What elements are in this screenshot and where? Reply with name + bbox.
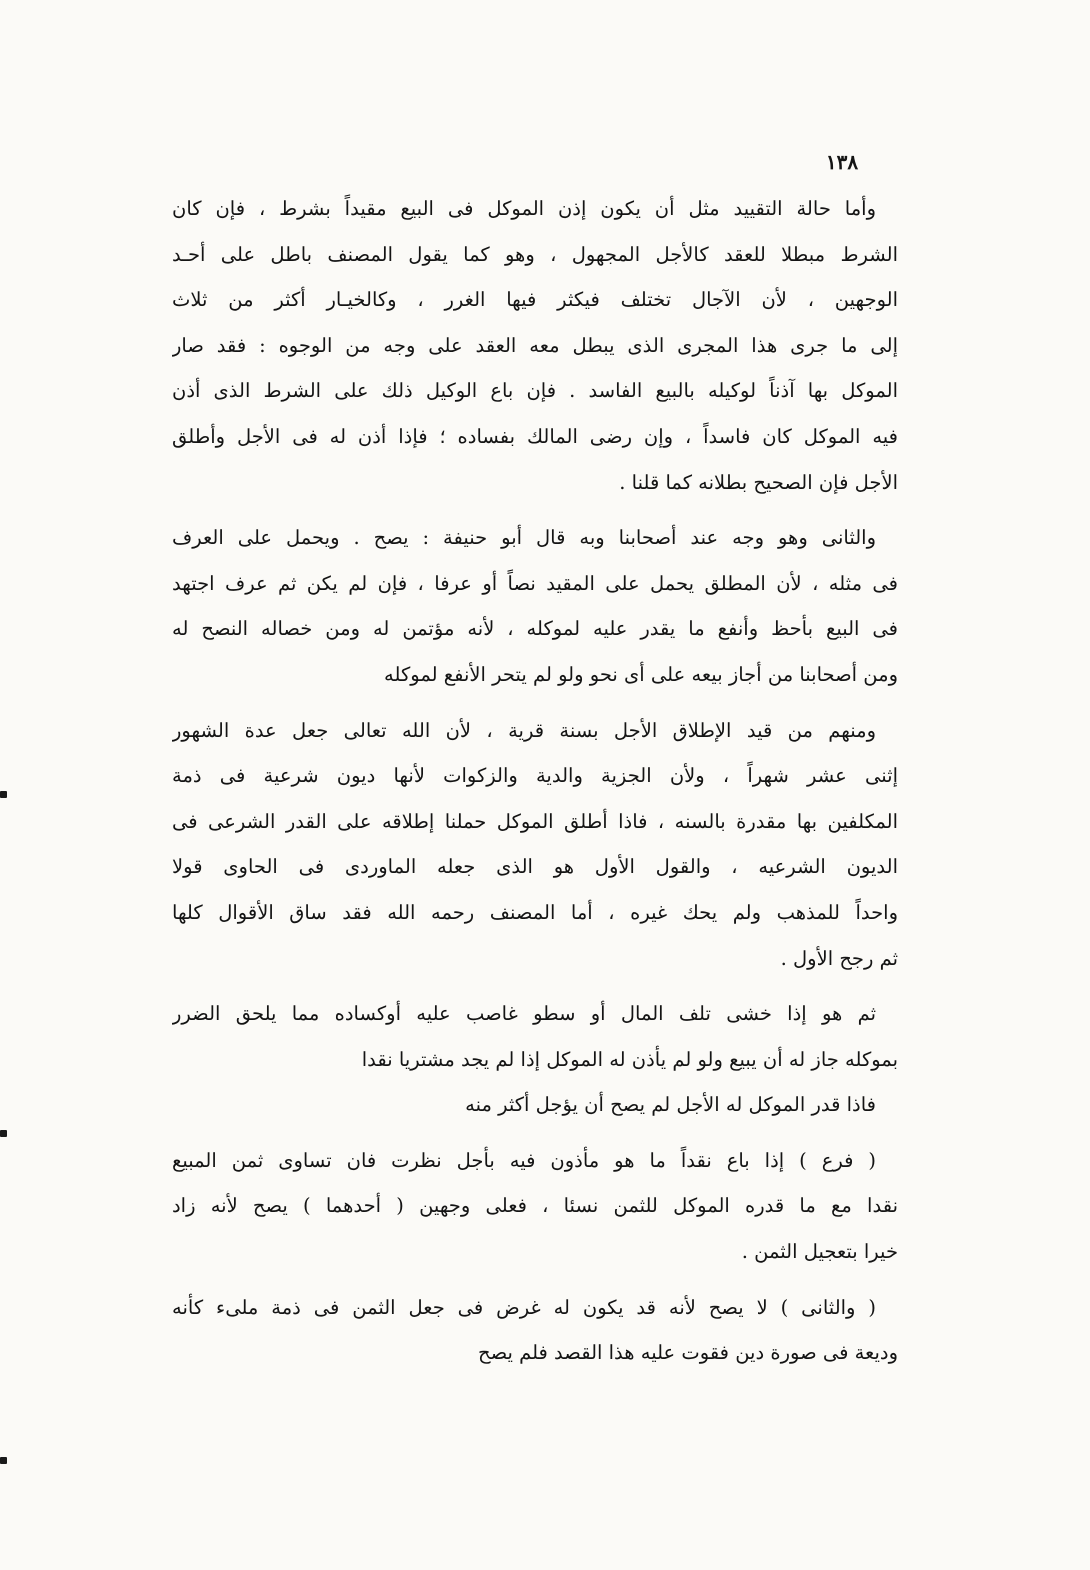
text-line: ومنهم من قيد الإطلاق الأجل بسنة قرية ، لأن الله تعالى جعل عدة الشهور: [172, 718, 876, 742]
text-line: إلى ما جرى هذا المجرى الذى يبطل معه العقد على وجه من الوجوه : فقد صار: [172, 333, 898, 357]
text-line: واحداً للمذهب ولم يحك غيره ، أما المصنف رحمه الله فقد ساق الأقوال كلها: [172, 900, 898, 924]
text-line: إثنى عشر شهراً ، ولأن الجزية والدية والزكوات لأنها ديون شرعية فى ذمة: [172, 764, 898, 788]
paragraph-gap: [172, 1275, 898, 1285]
text-line: بموكله جاز له أن يبيع ولو لم يأذن له الموكل إذا لم يجد مشتريا نقدا: [361, 1047, 898, 1071]
binding-hole-mark: [0, 791, 7, 798]
page-number: ١٣٨: [825, 150, 859, 174]
binding-hole-mark: [0, 1457, 7, 1464]
text-line: والثانى وهو وجه عند أصحابنا وبه قال أبو حنيفة : يصح . ويحمل على العرف: [172, 526, 876, 550]
paragraph-branch: [172, 1138, 898, 1275]
text-line: الموكل بها آذناً لوكيله بالبيع الفاسد . فإن باع الوكيل ذلك على الشرط الذى أذن: [172, 379, 898, 403]
text-line: ( فرع ) إذا باع نقداً ما هو مأذون فيه بأجل نظرت فان تساوى ثمن المبيع: [172, 1148, 876, 1172]
paragraph-gap: [172, 505, 898, 515]
text-line: ومن أصحابنا من أجاز بيعه على أى نحو ولو لم يتحر الأنفع لموكله: [384, 662, 898, 686]
paragraph-fear-of-loss: [172, 991, 898, 1082]
text-line: فيه الموكل كان فاسداً ، وإن رضى المالك بفساده ؛ فإذا أذن له فى الأجل وأطلق: [172, 424, 898, 448]
text-line: الوجهين ، لأن الآجال تختلف فيكثر فيها الغرر ، وكالخيـار أكثر من ثلاث: [172, 288, 898, 312]
text-line: ثم رجح الأول .: [780, 946, 898, 970]
binding-hole-mark: [0, 1130, 7, 1137]
text-line: وديعة فى صورة دين فقوت عليه هذا القصد فلم يصح: [477, 1341, 898, 1365]
paragraph-gap: [172, 1128, 898, 1138]
text-line: الأجل فإن الصحيح بطلانه كما قلنا .: [619, 470, 898, 494]
paragraph-second-view: [172, 515, 898, 697]
text-line: الديون الشرعيه ، والقول الأول هو الذى جعله الماوردى فى الحاوى قولا: [172, 855, 898, 879]
text-line: خيرا بتعجيل الثمن .: [741, 1240, 898, 1264]
paragraph-year-restriction: [172, 708, 898, 982]
body-text: [172, 186, 898, 1376]
text-line: المكلفين بها مقدرة بالسنه ، فاذا أطلق الموكل حملنا إطلاقه على القدر الشرعى فى: [172, 809, 898, 833]
text-line: فاذا قدر الموكل له الأجل لم يصح أن يؤجل أكثر منه: [465, 1093, 876, 1117]
text-line: نقدا مع ما قدره الموكل للثمن نسئا ، فعلى وجهين ( أحدهما ) يصح لأنه زاد: [172, 1194, 898, 1218]
text-line: فى مثله ، لأن المطلق يحمل على المقيد نصاً أو عرفا ، فإن لم يكن ثم عرف اجتهد: [172, 571, 898, 595]
paragraph-gap: [172, 698, 898, 708]
text-line: فى البيع بأحظ وأنفع ما يقدر عليه لموكله ، لأنه مؤتمن له ومن خصاله النصح له: [172, 617, 898, 641]
text-line: الشرط مبطلا للعقد كالأجل المجهول ، وهو كما يقول المصنف باطل على أحـد: [172, 242, 898, 266]
text-line: ثم هو إذا خشى تلف المال أو سطو غاصب عليه أوكساده مما يلحق الضرر: [172, 1002, 876, 1026]
paragraph-second-opinion: [172, 1285, 898, 1376]
paragraph-fixed-term: [172, 1082, 898, 1128]
paragraph-gap: [172, 981, 898, 991]
text-line: ( والثانى ) لا يصح لأنه قد يكون له غرض فى جعل الثمن فى ذمة ملىء كأنه: [172, 1295, 876, 1319]
text-line: وأما حالة التقييد مثل أن يكون إذن الموكل فى البيع مقيداً بشرط ، فإن كان: [172, 197, 876, 220]
paragraph-conditional-restriction: [172, 186, 898, 505]
